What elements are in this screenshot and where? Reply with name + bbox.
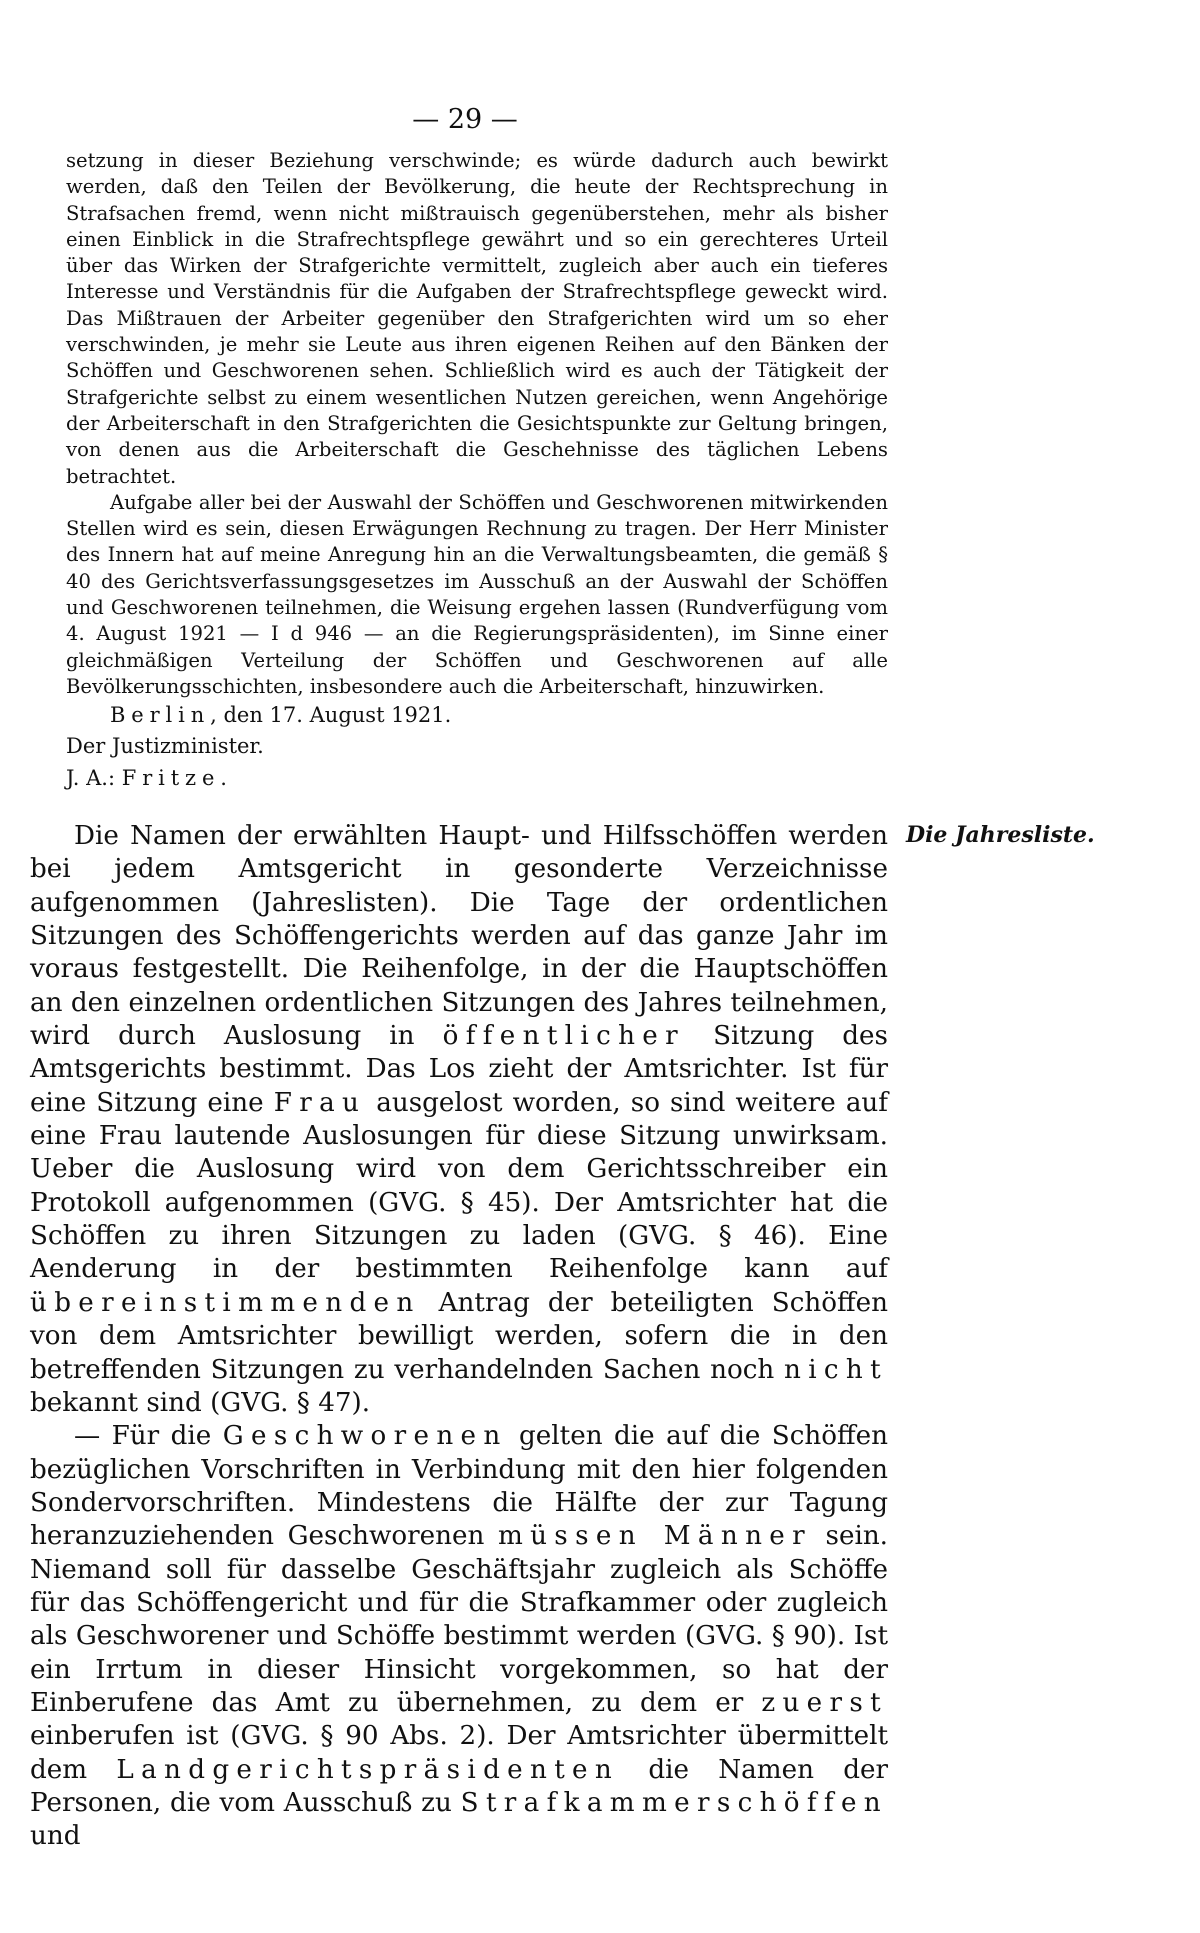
text-run: ausgelost worden, so sind weitere auf eine Frau lautende Auslosungen für diese Sitzung unwirksam. Ueber die Auslosung wird von dem Gerichtsschreiber ein Protokoll aufgenommen (GVG. § 45). Der Amtsrichter hat die Schöffen zu ihren Sitzungen zu laden (GVG. § 46). Eine Aenderung in der bestimmten Reihenfolge kann auf [30, 1087, 888, 1285]
decree-paragraph-2: Aufgabe aller bei der Auswahl der Schöffen und Geschworenen mitwirkenden Stellen wird es sein, diesen Erwägungen Rechnung zu tragen. Der Herr Minister des Innern hat auf meine Anregung hin an die Verwaltungsbeamten, die gemäß § 40 des Gerichtsverfassungsgesetzes im Ausschuß an der Auswahl der Schöffen und Geschworenen teilnehmen, die Weisung ergehen lassen (Rundverfügung vom 4. August 1921 — I d 946 — an die Regierungspräsidenten), im Sinne einer gleichmäßigen Verteilung der Schöffen und Geschworenen auf alle Bevölkerungsschichten, insbesondere auch die Arbeiterschaft, hinzuwirken. [66, 490, 888, 698]
dateline [66, 700, 888, 730]
text-run: Antrag der beteiligten Schöffen von dem Amtsrichter bewilligt werden, sofern die in den betreffenden Sitzungen zu verhandelnden Sachen noch [30, 1287, 888, 1385]
spaced-emphasis: Landgerichtspräsidenten [116, 1754, 620, 1785]
decree-paragraph-1: setzung in dieser Beziehung verschwinde; es würde dadurch auch bewirkt werden, daß den Teilen der Bevölkerung, die heute der Rechtsprechung in Strafsachen fremd, wenn nicht mißtrauisch gegenüberstehen, mehr als bisher einen Einblick in die Strafrechtspflege gewährt und so ein gerechteres Urteil über das Wirken der Strafgerichte vermittelt, zugleich aber auch ein tieferes Interesse und Verständnis für die Aufgaben der Strafrechtspflege geweckt wird. Das Mißtrauen der Arbeiter gegenüber den Strafgerichten wird um so eher verschwinden, je mehr sie Leute aus ihren eigenen Reihen auf den Bänken der Schöffen und Geschworenen sehen. Schließlich wird es auch der Tätigkeit der Strafgerichte selbst zu einem wesentlichen Nutzen gereichen, wenn Angehörige der Arbeiterschaft in den Strafgerichten die Gesichtspunkte zur Geltung bringen, von denen aus die Arbeiterschaft die Geschehnisse des täglichen Lebens betrachtet. [66, 149, 888, 488]
text-run: bekannt sind (GVG. § 47). [30, 1387, 371, 1418]
signature-name: Fritze. [121, 766, 233, 791]
signature [66, 762, 888, 794]
page-number: — 29 — [412, 104, 518, 135]
dateline-date: , den 17. August 1921. [210, 703, 452, 728]
text-run: Die Namen der erwählten Haupt- und Hilfsschöffen werden bei jedem Amtsgericht in gesonderte Verzeichnisse aufgenommen (Jahreslisten). Die Tage der ordentlichen Sitzungen des Schöffengerichts werden auf das ganze Jahr im voraus festgestellt. Die Reihenfolge, in der die Hauptschöffen an den einzelnen ordentlichen Sitzungen des Jahres teilnehmen, wird durch Auslosung in [30, 821, 888, 1052]
text-run: und [30, 1821, 81, 1852]
text-run: gelten die auf die Schöffen bezüglichen Vorschriften in Verbindung mit den hier folgenden Sondervorschriften. Mindestens die Hälfte der zur Tagung heranzuziehenden Geschworenen [30, 1421, 889, 1552]
decree-text [66, 148, 888, 794]
spaced-emphasis: zuerst [761, 1687, 888, 1718]
spaced-emphasis: öffentlicher [442, 1021, 685, 1052]
signature-title: Der Justizminister. [66, 734, 264, 759]
text-run: — Für die [74, 1421, 223, 1452]
text-run: die Namen der Personen, die vom Ausschuß zu [30, 1754, 888, 1818]
spaced-emphasis: Strafkammerschöffen [460, 1787, 888, 1818]
text-run: sein. Niemand soll für dasselbe Geschäftsjahr zugleich als Schöffe für das Schöffengericht und für die Strafkammer oder zugleich als Geschworener und Schöffe bestimmt werden (GVG. § 90). Ist ein Irrtum in dieser Hinsicht vorgekommen, so hat der Einberufene das Amt zu übernehmen, zu dem er [30, 1521, 889, 1718]
text-run: Sitzung des Amtsgerichts bestimmt. Das Los zieht der Amtsrichter. Ist für eine Sitzung eine [30, 1021, 888, 1118]
spaced-emphasis: Geschworenen [222, 1421, 508, 1452]
main-paragraph-2 [30, 1420, 888, 1853]
main-paragraph-1 [30, 820, 888, 1420]
margin-note: Die Jahresliste. [906, 822, 1095, 848]
dateline-place: Berlin [110, 703, 211, 728]
spaced-emphasis: übereinstimmenden [30, 1287, 421, 1318]
spaced-emphasis: nicht [784, 1354, 888, 1385]
spaced-emphasis: müssen Männer [497, 1521, 812, 1552]
main-text [30, 820, 888, 1854]
text-run: einberufen ist (GVG. § 90 Abs. 2). Der Amtsrichter übermittelt dem [30, 1721, 888, 1785]
spaced-emphasis: Frau [273, 1087, 367, 1118]
signature-prefix: J. A.: [66, 766, 116, 791]
